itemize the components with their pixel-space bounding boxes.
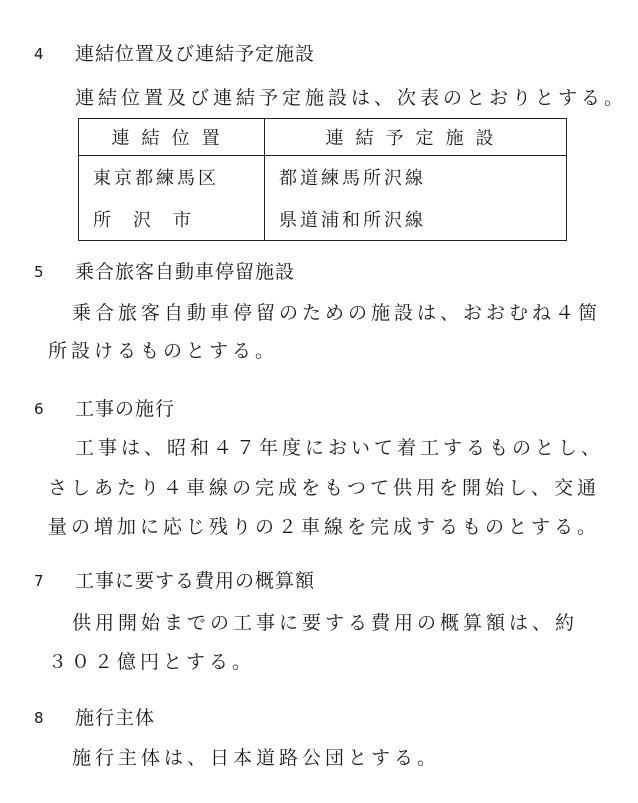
table-row (79, 156, 567, 199)
section-5-heading: 乗合旅客自動車停留施設 (75, 261, 296, 283)
section-6-number: 6 (34, 400, 44, 418)
section-6-body-line-1: 工事は、昭和４７年度において着工するものとし、 (75, 437, 605, 459)
section-6-body-line-3: 量の増加に応じ残りの２車線を完成するものとする。 (48, 516, 601, 538)
table-header-planned-facility: 連結予定施設 (265, 119, 567, 156)
section-7-body-line-1: 供用開始までの工事に要する費用の概算額は、約 (72, 612, 579, 634)
table-cell-facility: 都道練馬所沢線 (279, 168, 426, 189)
section-4-heading: 連結位置及び連結予定施設 (75, 43, 316, 65)
section-8-body-line-1: 施行主体は、日本道路公団とする。 (72, 747, 441, 769)
table-cell-location: 所沢市 (79, 198, 265, 241)
section-6-heading: 工事の施行 (75, 398, 176, 420)
section-5-number: 5 (34, 263, 44, 281)
table-row (79, 198, 567, 241)
connection-table (78, 118, 567, 241)
section-4-number: 4 (34, 45, 44, 63)
section-8-heading: 施行主体 (75, 707, 156, 729)
section-6-body-line-2: さしあたり４車線の完成をもつて供用を開始し、交通 (48, 477, 601, 499)
section-4-body-line-1: 連結位置及び連結予定施設は、次表のとおりとする。 (75, 87, 628, 109)
section-7-heading: 工事に要する費用の概算額 (75, 570, 316, 592)
table-header-row (79, 119, 567, 156)
section-8-number: 8 (34, 709, 44, 727)
table-cell-facility: 県道浦和所沢線 (279, 210, 426, 231)
section-7-body-line-2: ３０２億円とする。 (48, 651, 256, 673)
section-5-body-line-1: 乗合旅客自動車停留のための施設は、おおむね４箇 (72, 302, 602, 324)
section-7-number: 7 (34, 572, 44, 590)
table-header-connection-location: 連結位置 (79, 119, 265, 156)
section-5-body-line-2: 所設けるものとする。 (48, 340, 279, 362)
table-cell-location: 東京都練馬区 (79, 156, 265, 199)
